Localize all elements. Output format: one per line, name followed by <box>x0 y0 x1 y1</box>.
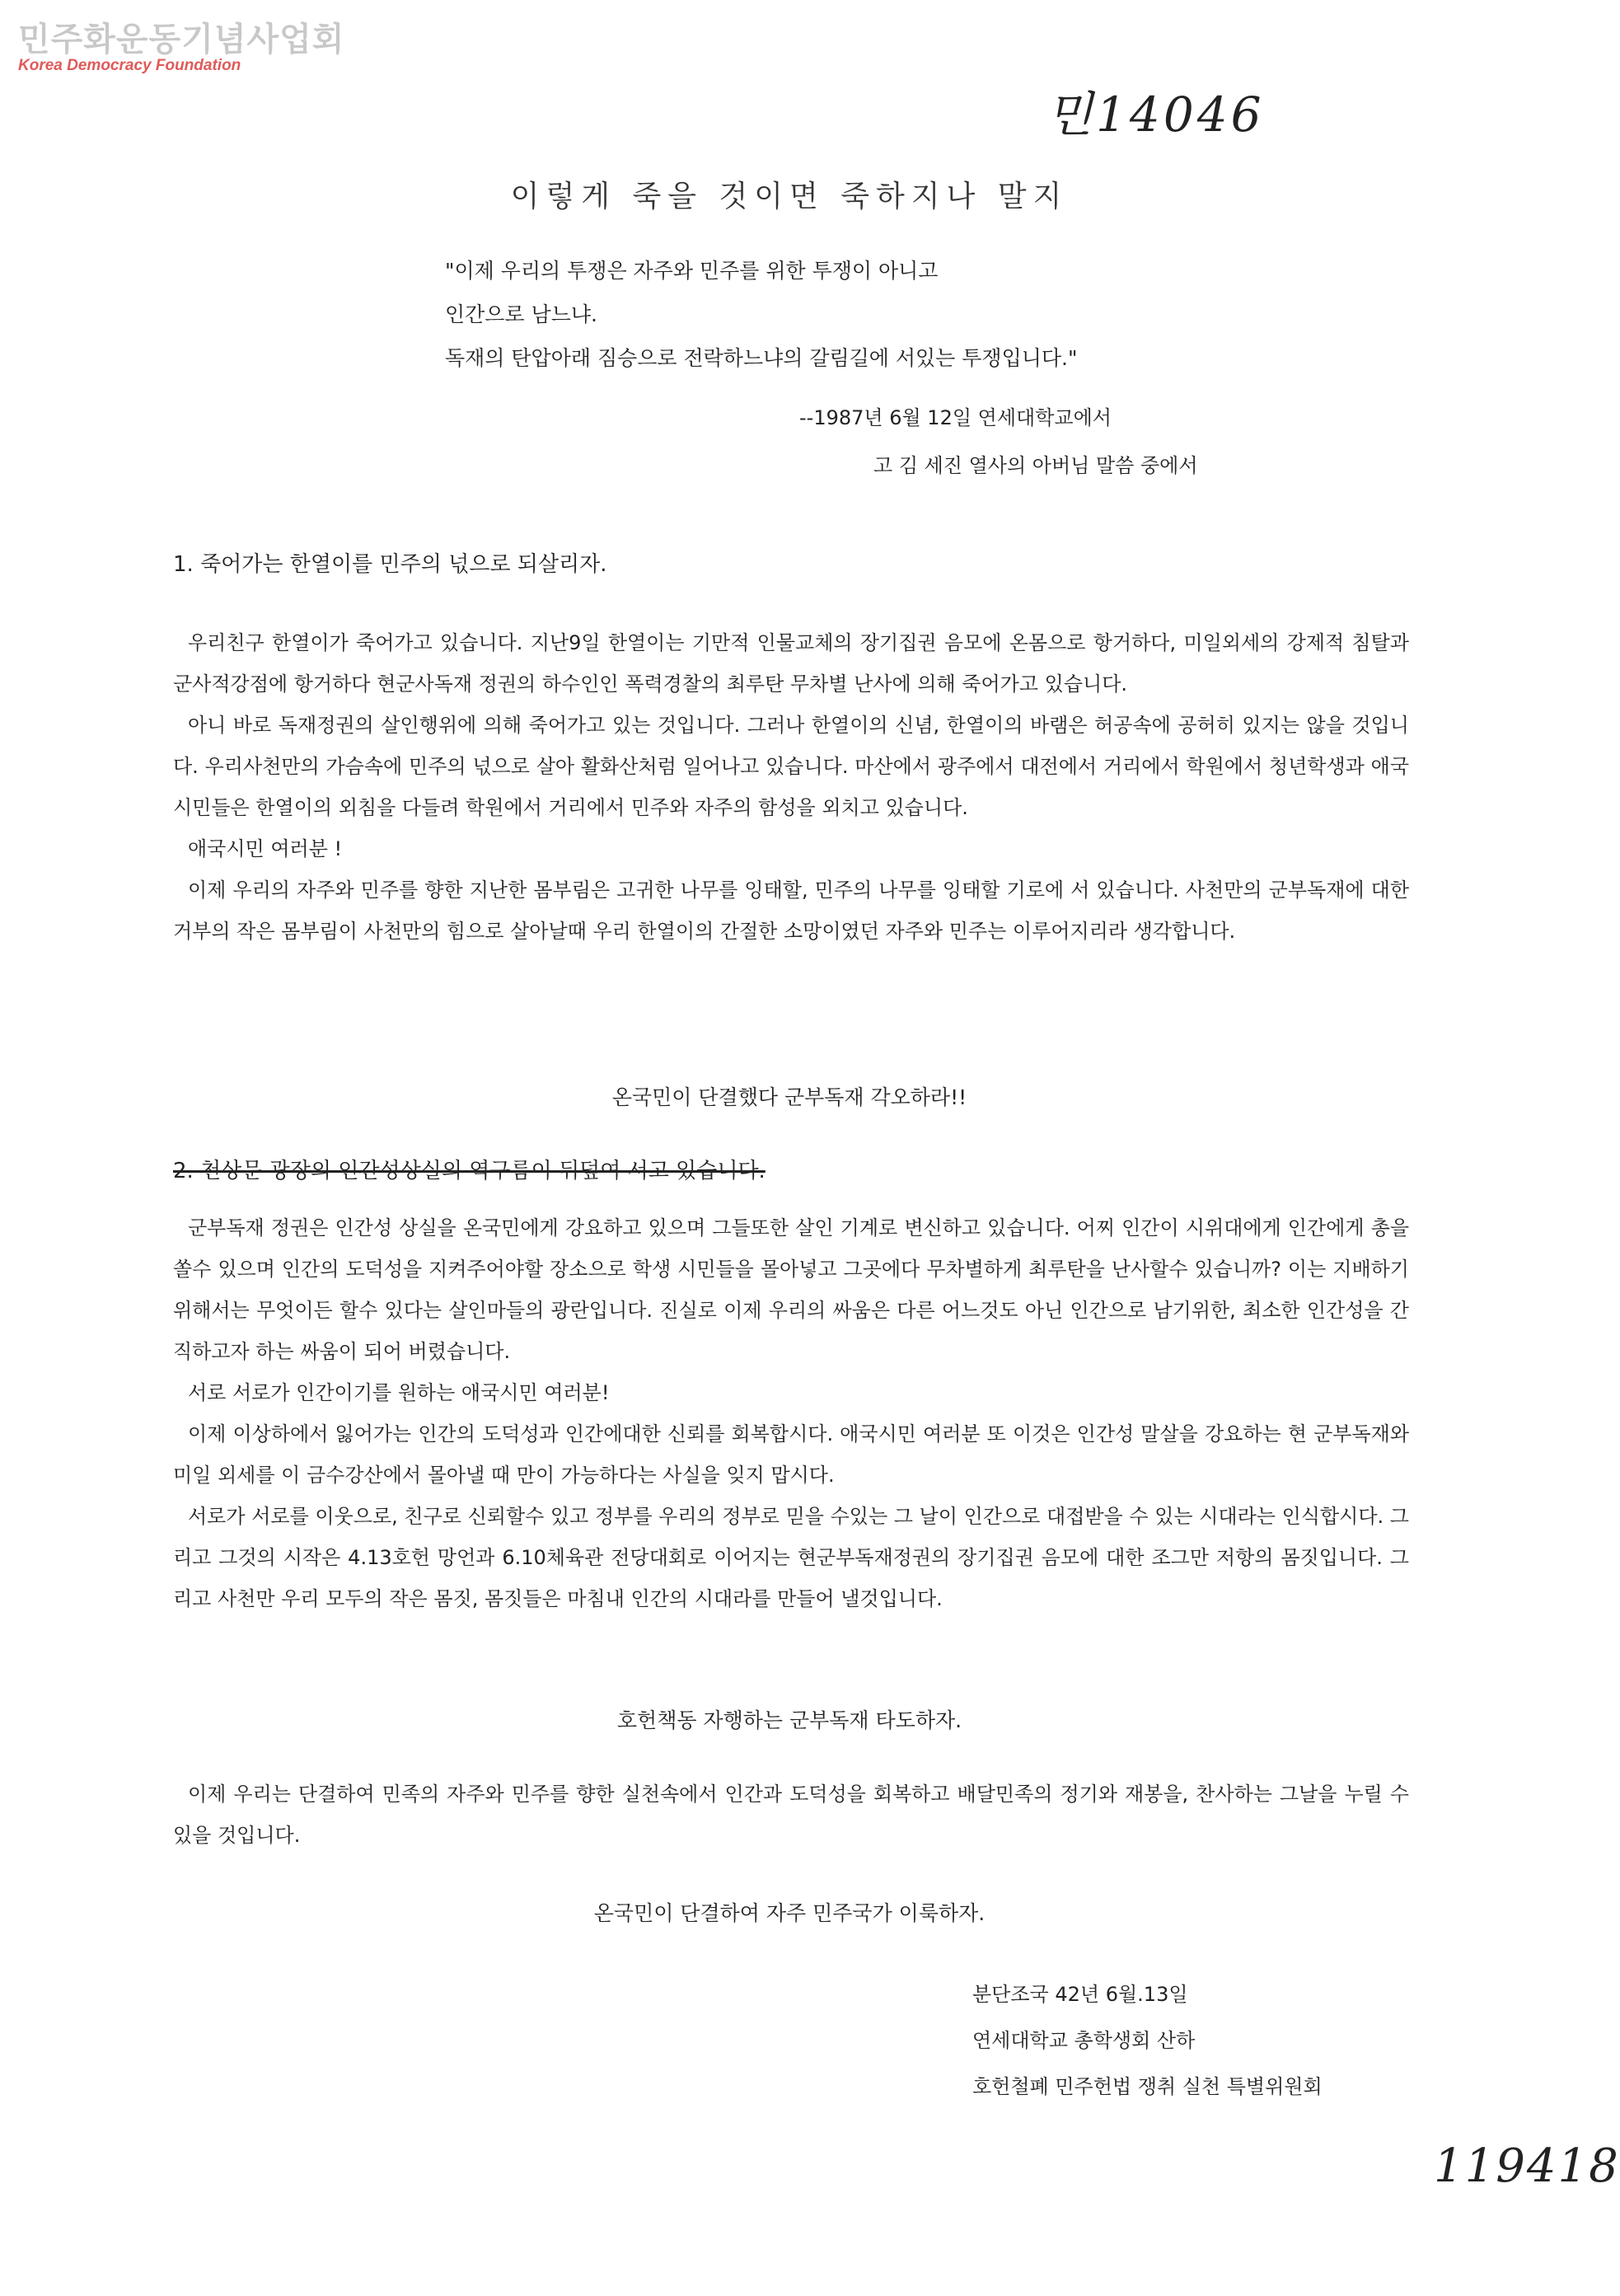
opening-quote <box>445 249 1434 380</box>
quote-line: 인간으로 남느냐. <box>445 302 597 326</box>
section-1-heading: 1. 죽어가는 한열이를 민주의 넋으로 되살리자. <box>173 552 607 577</box>
closing-paragraph <box>173 1774 1409 1856</box>
section-2-heading <box>173 1154 766 1184</box>
foundation-logo <box>18 13 344 75</box>
signature-date: 분단조국 42년 6월.13일 <box>972 1983 1188 2006</box>
slogan-1: 온국민이 단결했다 군부독재 각오하라!! <box>611 1085 967 1109</box>
logo-english-text: Korea Democracy Foundation <box>18 57 241 74</box>
logo-korean-text: 민주화운동기념사업회 <box>18 21 345 59</box>
quote-line: 독재의 탄압아래 짐승으로 전락하느냐의 갈림길에 서있는 투쟁입니다." <box>445 346 1078 370</box>
section-2-body <box>173 1207 1409 1619</box>
section-1-body <box>173 622 1409 952</box>
signature-committee: 호헌철폐 민주헌법 쟁취 실천 특별위원회 <box>972 2075 1323 2098</box>
paragraph: 이제 이상하에서 잃어가는 인간의 도덕성과 인간에대한 신뢰를 회복합시다. 애국시민 여러분 또 이것은 인간성 말살을 강요하는 현 군부독재와 미일 외세를 이 금수강산에서 몰아낼 때 만이 가능하다는 사실을 잊지 맙시다. <box>173 1422 1409 1487</box>
slogan-2: 호헌책동 자행하는 군부독재 타도하자. <box>616 1708 962 1732</box>
quote-source <box>799 394 1458 490</box>
source-line: --1987년 6월 12일 연세대학교에서 <box>799 406 1112 429</box>
archive-number-handwritten: 민14046 <box>1046 87 1265 143</box>
section-2-heading-text: 2. 천상문 광장의 인간성상실의 역구름이 뒤덮여 서고 있습니다. <box>173 1159 766 1183</box>
paragraph: 서로가 서로를 이웃으로, 친구로 신뢰할수 있고 정부를 우리의 정부로 믿을 수있는 그 날이 인간으로 대접받을 수 있는 시대라는 인식합시다. 그리고 그것의 시작은 4.13호헌 망언과 6.10체육관 전당대회로 이어지는 현군부독재정권의 장기집권 음모에 대한 조그만 저항의 몸짓입니다. 그리고 사천만 우리 모두의 작은 몸짓, 몸짓들은 마침내 인간의 시대라를 만들어 낼것입니다. <box>173 1505 1409 1610</box>
paragraph: 아니 바로 독재정권의 살인행위에 의해 죽어가고 있는 것입니다. 그러나 한열이의 신념, 한열이의 바램은 허공속에 공허히 있지는 않을 것입니다. 우리사천만의 가슴속에 민주의 넋으로 살아 활화산처럼 일어나고 있습니다. 마산에서 광주에서 대전에서 거리에서 학원에서 청년학생과 애국시민들은 한열이의 외침을 다들려 학원에서 거리에서 민주와 자주의 함성을 외치고 있습니다. <box>173 714 1409 819</box>
slogan-3: 온국민이 단결하여 자주 민주국가 이룩하자. <box>593 1901 986 1925</box>
page-number-handwritten: 119418 <box>1434 2139 1620 2193</box>
quote-line: "이제 우리의 투쟁은 자주와 민주를 위한 투쟁이 아니고 <box>445 259 939 283</box>
paragraph: 군부독재 정권은 인간성 상실을 온국민에게 강요하고 있으며 그들또한 살인 기계로 변신하고 있습니다. 어찌 인간이 시위대에게 인간에게 총을 쏠수 있으며 인간의 도덕성을 지켜주어야할 장소으로 학생 시민들을 몰아넣고 그곳에다 무차별하게 최루탄을 난사할수 있습니까? 이는 지배하기 위해서는 무엇이든 할수 있다는 살인마들의 광란입니다. 진실로 이제 우리의 싸움은 다른 어느것도 아닌 인간으로 남기위한, 최소한 인간성을 간직하고자 하는 싸움이 되어 버렸습니다. <box>173 1216 1409 1363</box>
paragraph: 이제 우리는 단결하여 민족의 자주와 민주를 향한 실천속에서 인간과 도덕성을 회복하고 배달민족의 정기와 재봉을, 찬사하는 그날을 누릴 수 있을 것입니다. <box>173 1783 1409 1847</box>
source-line: 고 김 세진 열사의 아버님 말씀 중에서 <box>873 454 1198 477</box>
signature-block <box>972 1971 1323 2110</box>
document-title: 이렇게 죽을 것이면 죽하지나 말지 <box>510 180 1069 213</box>
paragraph: 우리친구 한열이가 죽어가고 있습니다. 지난9일 한열이는 기만적 인물교체의 장기집권 음모에 온몸으로 항거하다, 미일외세의 강제적 침탈과 군사적강점에 항거하다 현군사독재 정권의 하수인인 폭력경찰의 최루탄 무차별 난사에 의해 죽어가고 있습니다. <box>173 631 1409 696</box>
paragraph: 이제 우리의 자주와 민주를 향한 지난한 몸부림은 고귀한 나무를 잉태할, 민주의 나무를 잉태할 기로에 서 있습니다. 사천만의 군부독재에 대한 거부의 작은 몸부림이 사천만의 힘으로 살아날때 우리 한열이의 간절한 소망이였던 자주와 민주는 이루어지리라 생각합니다. <box>173 879 1409 943</box>
signature-org: 연세대학교 총학생회 산하 <box>972 2029 1196 2052</box>
paragraph: 애국시민 여러분 ! <box>188 837 343 860</box>
paragraph: 서로 서로가 인간이기를 원하는 애국시민 여러분! <box>188 1381 610 1404</box>
